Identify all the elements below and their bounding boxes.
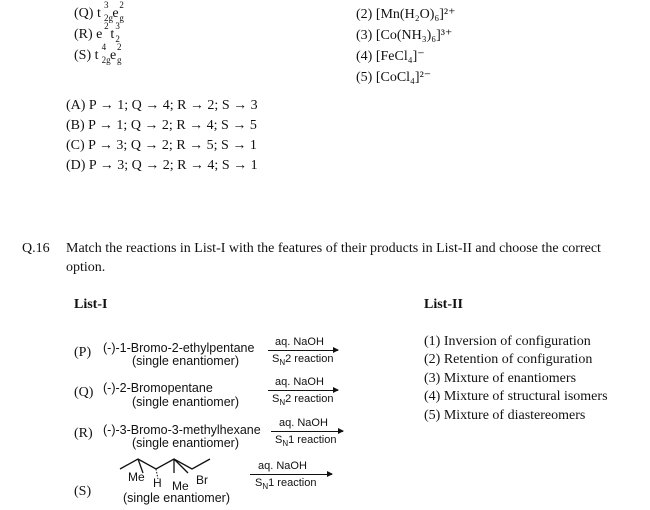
reaction-s-label: (S) bbox=[74, 484, 92, 499]
structure-br: Br bbox=[196, 473, 208, 487]
complex-4: (4) [FeCl₄]⁻ bbox=[356, 49, 425, 64]
config-q-label: (Q) bbox=[74, 6, 94, 21]
reaction-q-arrow bbox=[268, 390, 338, 391]
reaction-q-reagent: aq. NaOH bbox=[275, 376, 324, 388]
question-text-line2: option. bbox=[66, 260, 106, 275]
list1-title: List-I bbox=[74, 297, 108, 312]
list2-item-4: (4) Mixture of structural isomers bbox=[424, 389, 608, 404]
question-number: Q.16 bbox=[22, 241, 50, 256]
option-a: (A) P → 1; Q → 4; R → 2; S → 3 bbox=[66, 98, 258, 113]
reaction-p-reactant: (-)-1-Bromo-2-ethylpentane bbox=[103, 341, 255, 355]
reaction-p-mechanism: $S_N2$ reaction bbox=[272, 353, 334, 368]
reaction-p-label: (P) bbox=[74, 345, 92, 360]
reaction-r-arrow bbox=[271, 431, 343, 432]
reaction-r-reagent: aq. NaOH bbox=[279, 417, 328, 429]
structure-h: H bbox=[153, 476, 162, 490]
option-c: (C) P → 3; Q → 2; R → 5; S → 1 bbox=[66, 138, 257, 153]
reaction-s-note: (single enantiomer) bbox=[123, 491, 230, 505]
complex-2: (2) [Mn(H₂O)₆]²⁺ bbox=[356, 7, 456, 22]
list2-item-3: (3) Mixture of enantiomers bbox=[424, 371, 577, 386]
complex-3: (3) [Co(NH₃)₆]³⁺ bbox=[356, 28, 453, 43]
complex-5: (5) [CoCl₄]²⁻ bbox=[356, 70, 432, 85]
reaction-r-reactant: (-)-3-Bromo-3-methylhexane bbox=[103, 423, 261, 437]
reaction-q-mechanism: $S_N2$ reaction bbox=[272, 393, 334, 408]
reaction-r-mechanism: $S_N1$ reaction bbox=[275, 434, 337, 449]
structure-me2: Me bbox=[172, 479, 189, 493]
option-b: (B) P → 1; Q → 2; R → 4; S → 5 bbox=[66, 118, 257, 133]
reaction-p-reagent: aq. NaOH bbox=[275, 336, 324, 348]
list2-item-2: (2) Retention of configuration bbox=[424, 352, 593, 367]
structure-me1: Me bbox=[128, 470, 145, 484]
carbon-chain bbox=[120, 459, 210, 469]
reaction-p-note: (single enantiomer) bbox=[132, 354, 239, 368]
reaction-s-reagent: aq. NaOH bbox=[258, 460, 307, 472]
question-text-line1: Match the reactions in List-I with the features of their products in List-II and choose the correct bbox=[66, 241, 601, 256]
list2-item-1: (1) Inversion of configuration bbox=[424, 334, 591, 349]
reaction-q-note: (single enantiomer) bbox=[132, 395, 239, 409]
config-q: (Q) t 3 2g e 2 g bbox=[74, 0, 124, 23]
config-s-label: (S) bbox=[74, 48, 92, 63]
reaction-s-mechanism: $S_N1$ reaction bbox=[255, 477, 317, 492]
reaction-p-arrow bbox=[268, 350, 338, 351]
list2-item-5: (5) Mixture of diastereomers bbox=[424, 408, 586, 423]
list2-title: List-II bbox=[424, 297, 463, 312]
option-d: (D) P → 3; Q → 2; R → 4; S → 1 bbox=[66, 158, 258, 173]
reaction-q-reactant: (-)-2-Bromopentane bbox=[103, 381, 213, 395]
config-s: (S) t 4 2g e 2 g bbox=[74, 42, 122, 65]
reaction-q-label: (Q) bbox=[74, 385, 94, 400]
config-r-label: (R) bbox=[74, 27, 93, 42]
reaction-s-arrow bbox=[250, 474, 332, 475]
reaction-r-label: (R) bbox=[74, 426, 93, 441]
config-r: (R) e 2 t 3 2 bbox=[74, 21, 120, 44]
reaction-r-note: (single enantiomer) bbox=[132, 436, 239, 450]
